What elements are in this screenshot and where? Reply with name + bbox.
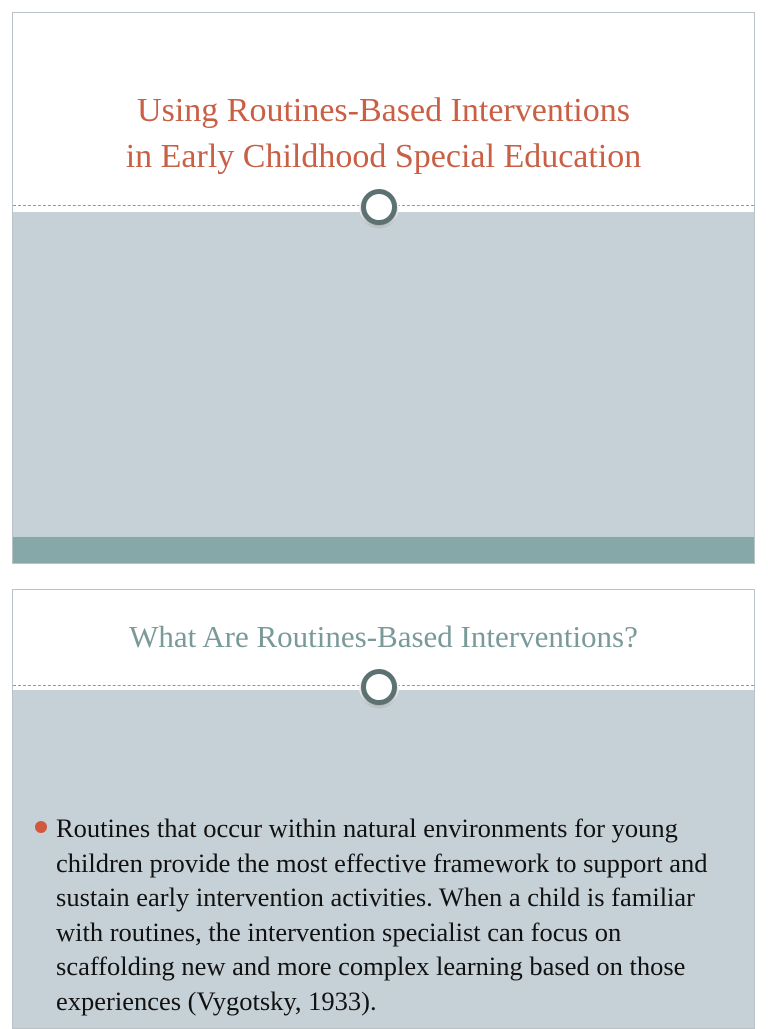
footer-band xyxy=(13,537,754,564)
title-area xyxy=(13,13,754,206)
slide-title xyxy=(13,88,754,180)
title-line-1: Using Routines-Based Interventions xyxy=(137,92,630,129)
slide-body xyxy=(13,690,754,1028)
title-line-2: in Early Childhood Special Education xyxy=(125,138,642,175)
content-slide xyxy=(12,589,755,1029)
title-slide xyxy=(12,12,755,564)
circle-ornament-icon xyxy=(361,189,397,225)
slide-title: What Are Routines-Based Interventions? xyxy=(129,619,638,654)
circle-ornament-icon xyxy=(361,669,397,705)
bullet-icon xyxy=(35,821,47,833)
bullet-item xyxy=(35,811,736,1018)
bullet-text: Routines that occur within natural environments for young children provide the most effective framework to support and sustain early intervention activities. When a child is familiar with routines, the intervention specialist can focus on scaffolding new and more complex learning based on those experiences (Vygotsky, 1933). xyxy=(56,813,708,1016)
slide-body xyxy=(13,212,754,537)
